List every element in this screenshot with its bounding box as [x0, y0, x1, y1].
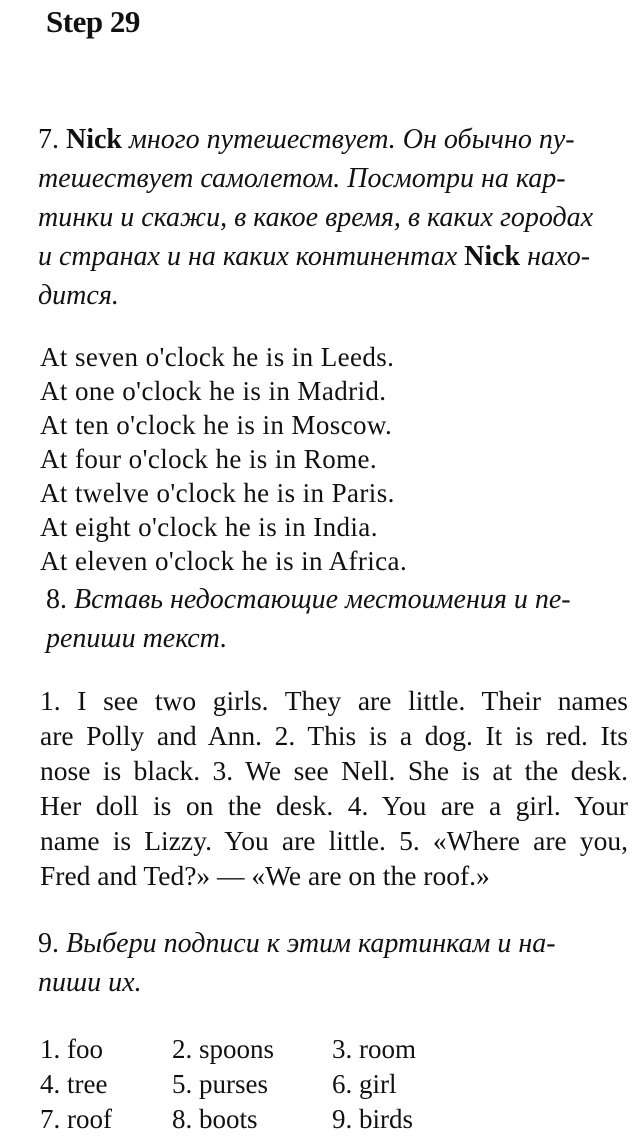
- task-9-caption-grid: [40, 1032, 480, 1137]
- text-line: nose is black. 3. We see Nell. She is at the desk.: [40, 755, 628, 786]
- caption-item: 6. girl: [332, 1069, 397, 1099]
- task-8-head-1: Вставь недостающие местоимения и пе-: [74, 584, 571, 615]
- caption-row: [40, 1102, 480, 1137]
- text-line: are Polly and Ann. 2. This is a dog. It is red. Its: [40, 720, 628, 751]
- text-line: Her doll is on the desk. 4. You are a girl. Your: [40, 790, 628, 821]
- caption-item: 9. birds: [332, 1104, 413, 1134]
- caption-row: [40, 1032, 480, 1067]
- caption-row: [40, 1067, 480, 1102]
- sentence-line: At seven o'clock he is in Leeds.: [40, 342, 395, 372]
- task-7-instructions: [38, 120, 628, 315]
- caption-item: 2. spoons: [172, 1034, 275, 1064]
- text-line: name is Lizzy. You are little. 5. «Where are you,: [40, 825, 628, 856]
- sentence-line: At ten o'clock he is in Moscow.: [40, 410, 393, 440]
- step-title: Step 29: [46, 4, 140, 39]
- task-7-line-4: [38, 237, 628, 276]
- caption-item: 1. foo: [40, 1034, 103, 1064]
- task-7-number: 7.: [38, 124, 59, 155]
- sentence-line: At eleven o'clock he is in Africa.: [40, 546, 408, 576]
- caption-item: 3. room: [332, 1034, 416, 1064]
- task-7-line-1: [38, 120, 628, 159]
- task-7-name-2: Nick: [464, 241, 521, 272]
- task-7-line-5: дится.: [38, 280, 119, 311]
- caption-item: 8. boots: [172, 1104, 258, 1134]
- sentence-line: At one o'clock he is in Madrid.: [40, 376, 387, 406]
- task-8-line-2: репиши текст.: [46, 623, 228, 654]
- task-7-name: Nick: [66, 124, 122, 155]
- task-7-line-2: тешествует самолетом. Посмотри на кар-: [38, 163, 566, 194]
- task-9-line-1: [38, 924, 628, 963]
- task-7-sentences: [40, 340, 620, 578]
- task-7-line-3: тинки и скажи, в какое время, в каких городах: [38, 202, 594, 233]
- caption-item: 7. roof: [40, 1104, 112, 1134]
- text-line: 1. I see two girls. They are little. Their names: [40, 685, 628, 716]
- task-9-number: 9.: [38, 928, 59, 959]
- task-8-text: [40, 683, 628, 893]
- sentence-line: At eight o'clock he is in India.: [40, 512, 378, 542]
- task-7-line-4-rest: нахо-: [520, 241, 591, 272]
- caption-item: 4. tree: [40, 1069, 108, 1099]
- task-8-instructions: [46, 580, 636, 658]
- task-9-line-2: пиши их.: [38, 967, 142, 998]
- caption-item: 5. purses: [172, 1069, 268, 1099]
- sentence-line: At four o'clock he is in Rome.: [40, 444, 378, 474]
- task-7-line-4-pre: и странах и на каких континентах: [38, 241, 465, 272]
- task-9-instructions: [38, 924, 628, 1002]
- task-7-line-1-rest: много путешествует. Он обычно пу-: [122, 124, 575, 155]
- sentence-line: At twelve o'clock he is in Paris.: [40, 478, 395, 508]
- task-8-line-1: [46, 580, 636, 619]
- task-8-number: 8.: [46, 584, 67, 615]
- text-line: Fred and Ted?» — «We are on the roof.»: [40, 860, 490, 891]
- task-9-head-1: Выбери подписи к этим картинкам и на-: [66, 928, 556, 959]
